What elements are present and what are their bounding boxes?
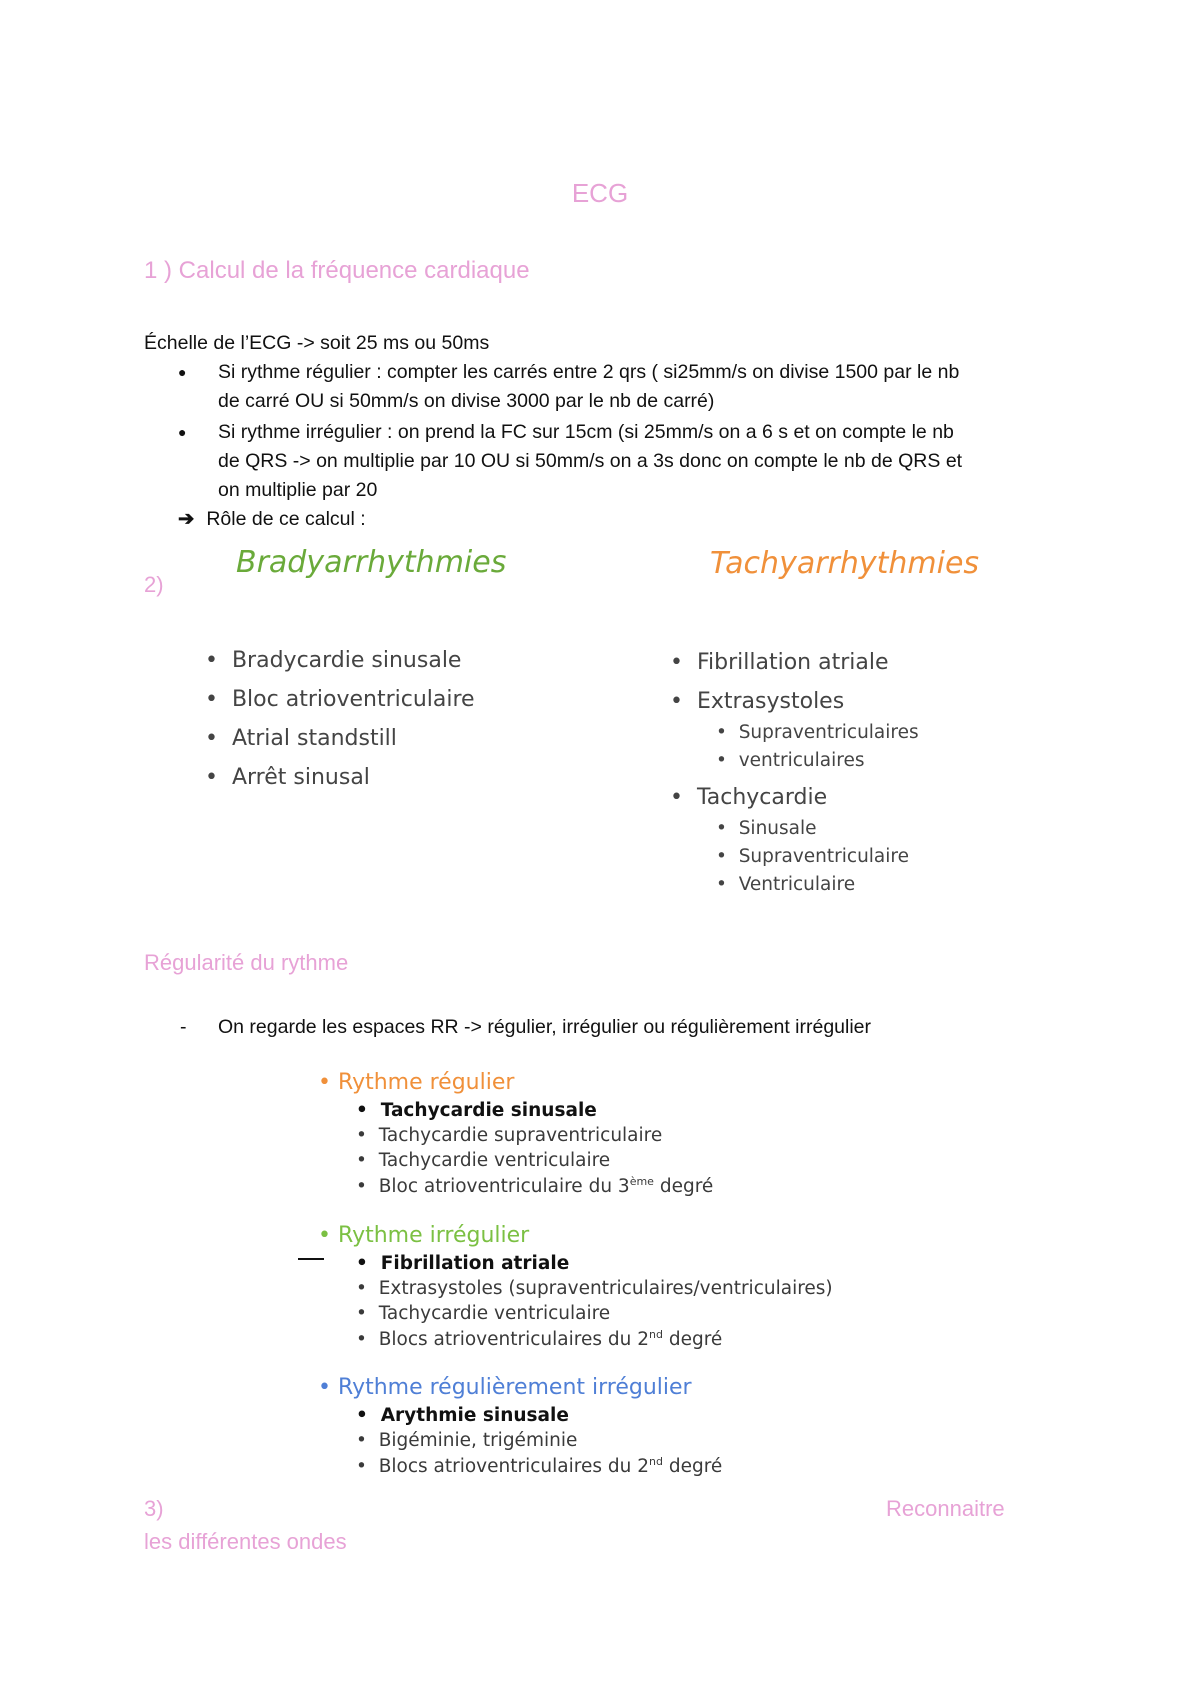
tachy-subitem: • Sinusale xyxy=(716,818,817,839)
group-item: • Bloc atrioventriculaire du 3ème degré xyxy=(356,1175,714,1197)
bullet-line: de QRS -> on multiplie par 10 OU si 50mm/s on a 3s donc on compte le nb de QRS et xyxy=(218,450,963,472)
dash-item-label: On regarde les espaces RR -> régulier, irrégulier ou régulièrement irrégulier xyxy=(218,1016,872,1038)
group-item: • Tachycardie sinusale xyxy=(356,1100,597,1121)
section-3-heading-part2: les différentes ondes xyxy=(144,1529,347,1554)
bullet-dot: ● xyxy=(178,364,187,380)
tachy-subitem: • Supraventriculaires xyxy=(716,722,919,743)
arrow-item xyxy=(178,505,366,534)
group-regular-title: • Rythme régulier xyxy=(318,1070,515,1095)
tachy-subitem: • Ventriculaire xyxy=(716,874,856,895)
section-2-number: 2) xyxy=(144,572,164,597)
group-item: • Bigéminie, trigéminie xyxy=(356,1430,578,1451)
tachy-subitem: • Supraventriculaire xyxy=(716,846,909,867)
group-item: • Arythmie sinusale xyxy=(356,1405,569,1426)
tachy-item: • Tachycardie xyxy=(670,785,828,810)
group-item: • Fibrillation atriale xyxy=(356,1253,570,1274)
dash-marker: - xyxy=(180,1016,187,1038)
brady-item: • Bradycardie sinusale xyxy=(205,648,462,673)
tachy-item: • Fibrillation atriale xyxy=(670,650,889,675)
brady-item: • Atrial standstill xyxy=(205,726,397,751)
tachy-subitem: • ventriculaires xyxy=(716,750,865,771)
bullet-irregular xyxy=(178,418,1078,505)
dash-item xyxy=(180,1013,872,1042)
stray-dash-mark xyxy=(298,1258,324,1260)
group-item: • Extrasystoles (supraventriculaires/ventriculaires) xyxy=(356,1278,833,1299)
page-title: ECG xyxy=(571,178,629,208)
bullet-dot: ● xyxy=(178,424,187,440)
tachy-item: • Extrasystoles xyxy=(670,689,845,714)
bullet-regular xyxy=(178,358,1078,416)
bullet-line: de carré OU si 50mm/s on divise 3000 par le nb de carré) xyxy=(218,390,715,412)
group-item: • Tachycardie ventriculaire xyxy=(356,1303,611,1324)
bradyarrhythmies-heading: Bradyarrhythmies xyxy=(236,545,507,580)
regularity-heading: Régularité du rythme xyxy=(144,950,349,975)
bullet-line: on multiplie par 20 xyxy=(218,479,378,501)
group-item: • Blocs atrioventriculaires du 2nd degré xyxy=(356,1328,723,1350)
scale-intro: Échelle de l’ECG -> soit 25 ms ou 50ms xyxy=(144,332,490,354)
arrow-icon: ➔ xyxy=(178,508,195,530)
bullet-line: Si rythme irrégulier : on prend la FC sur 15cm (si 25mm/s on a 6 s et on compte le nb xyxy=(218,421,954,443)
brady-item: • Bloc atrioventriculaire xyxy=(205,687,475,712)
tachyarrhythmies-heading: Tachyarrhythmies xyxy=(710,546,980,581)
group-item: • Blocs atrioventriculaires du 2nd degré xyxy=(356,1455,723,1477)
brady-item: • Arrêt sinusal xyxy=(205,765,370,790)
arrow-item-label: Rôle de ce calcul : xyxy=(206,508,366,530)
group-item: • Tachycardie ventriculaire xyxy=(356,1150,611,1171)
group-regularly-irregular-title: • Rythme régulièrement irrégulier xyxy=(318,1375,692,1400)
group-irregular-title: • Rythme irrégulier xyxy=(318,1223,530,1248)
section-3-number: 3) xyxy=(144,1496,164,1521)
section-3-heading-part1: Reconnaitre xyxy=(886,1496,1005,1521)
bullet-line: Si rythme régulier : compter les carrés entre 2 qrs ( si25mm/s on divise 1500 par le nb xyxy=(218,361,960,383)
group-item: • Tachycardie supraventriculaire xyxy=(356,1125,663,1146)
section-1-heading: 1 ) Calcul de la fréquence cardiaque xyxy=(144,257,530,284)
